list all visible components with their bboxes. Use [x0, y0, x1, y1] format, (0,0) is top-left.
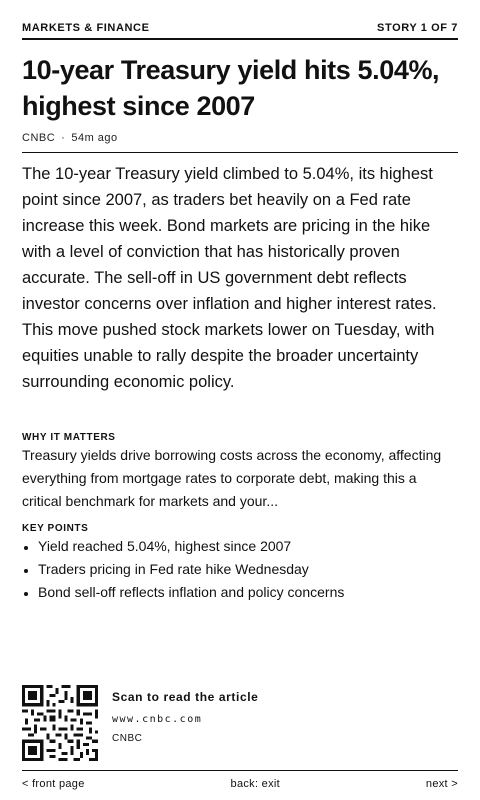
scan-title: Scan to read the article — [112, 690, 259, 704]
front-page-link[interactable]: < front page — [22, 778, 85, 790]
exit-hint[interactable]: back: exit — [230, 778, 280, 790]
qr-code-icon[interactable] — [22, 685, 98, 761]
top-bar — [22, 20, 458, 36]
why-it-matters-label: WHY IT MATTERS — [22, 432, 116, 443]
article-source: CNBC — [22, 132, 56, 144]
key-point-item: Yield reached 5.04%, highest since 2007 — [22, 535, 460, 558]
meta-divider — [22, 152, 458, 153]
story-counter: STORY 1 OF 7 — [377, 22, 458, 34]
qr-info — [112, 690, 258, 744]
key-points-list — [22, 535, 460, 604]
meta-separator: · — [61, 132, 66, 144]
key-points-label: KEY POINTS — [22, 523, 89, 534]
next-link[interactable]: next > — [425, 778, 458, 790]
why-it-matters-text: Treasury yields drive borrowing costs across the economy, affecting everything from mortgage rates to corporate debt, making this a critical benchmark for markets and your... — [22, 447, 442, 509]
key-point-item: Bond sell-off reflects inflation and policy concerns — [22, 581, 460, 604]
top-divider — [22, 38, 458, 40]
scan-url: www.cnbc.com — [112, 714, 203, 725]
article-body: The 10-year Treasury yield climbed to 5.04%, its highest point since 2007, as traders bet heavily on a Fed rate increase this week. Bond markets are pricing in the hike with a level of conviction that has historically proven accurate. The sell-off in US government debt reflects investor concerns over inflation and higher interest rates. This move pushed stock markets lower on Tuesday, with equities unable to rally despite the broader uncertainty surrounding economic policy. — [22, 165, 437, 391]
section-label: MARKETS & FINANCE — [22, 22, 150, 34]
article-time: 54m ago — [71, 132, 118, 144]
footer-divider — [22, 770, 458, 771]
scan-source: CNBC — [112, 733, 143, 744]
key-point-item: Traders pricing in Fed rate hike Wednesday — [22, 558, 460, 581]
article-meta — [22, 132, 118, 144]
footer-nav — [22, 778, 458, 794]
article-headline: 10-year Treasury yield hits 5.04%, highest since 2007 — [22, 55, 440, 121]
